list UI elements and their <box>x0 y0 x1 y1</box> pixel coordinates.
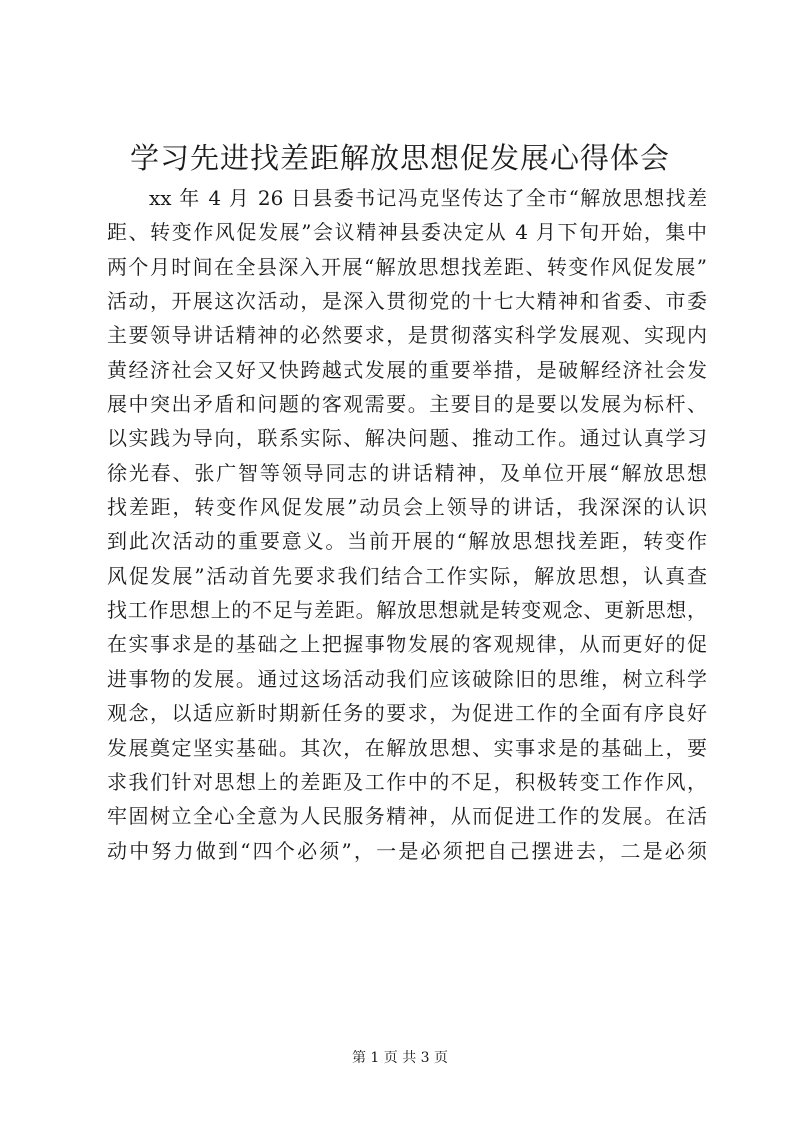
body-text-line: 找工作思想上的不足与差距。解放思想就是转变观念、更新思想， <box>107 598 707 623</box>
body-text-line: 牢固树立全心全意为人民服务精神，从而促进工作的发展。在活 <box>107 804 707 829</box>
body-text-line: 到此次活动的重要意义。当前开展的“解放思想找差距，转变作 <box>107 529 707 554</box>
body-text-line: 在实事求是的基础之上把握事物发展的客观规律，从而更好的促 <box>107 632 707 657</box>
body-text-line: 动中努力做到“四个必须”，一是必须把自己摆进去，二是必须 <box>107 838 707 863</box>
body-text-line: 展中突出矛盾和问题的客观需要。主要目的是要以发展为标杆、 <box>107 392 707 417</box>
body-text-line: 观念，以适应新时期新任务的要求，为促进工作的全面有序良好 <box>107 701 707 726</box>
body-text-line: 找差距，转变作风促发展”动员会上领导的讲话，我深深的认识 <box>107 495 707 520</box>
body-text-line: 两个月时间在全县深入开展“解放思想找差距、转变作风促发展” <box>107 254 707 279</box>
body-text-line: 发展奠定坚实基础。其次，在解放思想、实事求是的基础上，要 <box>107 735 707 760</box>
body-text-line: 风促发展”活动首先要求我们结合工作实际，解放思想，认真查 <box>107 563 707 588</box>
body-text-line: 黄经济社会又好又快跨越式发展的重要举措，是破解经济社会发 <box>107 357 707 382</box>
document-title: 学习先进找差距解放思想促发展心得体会 <box>129 141 670 175</box>
body-text-line: 求我们针对思想上的差距及工作中的不足，积极转变工作作风， <box>107 769 707 794</box>
page-footer: 第 1 页 共 3 页 <box>351 1050 449 1066</box>
document-body <box>107 181 707 868</box>
body-text-line: 徐光春、张广智等领导同志的讲话精神，及单位开展“解放思想 <box>107 460 707 485</box>
body-text-line: 进事物的发展。通过这场活动我们应该破除旧的思维，树立科学 <box>107 666 707 691</box>
body-text-line: 活动，开展这次活动，是深入贯彻党的十七大精神和省委、市委 <box>107 289 707 314</box>
body-text-line: xx 年 4 月 26 日县委书记冯克坚传达了全市“解放思想找差 <box>149 186 707 210</box>
body-text-line: 距、转变作风促发展”会议精神县委决定从 4 月下旬开始，集中 <box>107 220 707 245</box>
body-text-line: 以实践为导向，联系实际、解决问题、推动工作。通过认真学习 <box>107 426 707 451</box>
body-text-line: 主要领导讲话精神的必然要求，是贯彻落实科学发展观、实现内 <box>107 323 707 348</box>
